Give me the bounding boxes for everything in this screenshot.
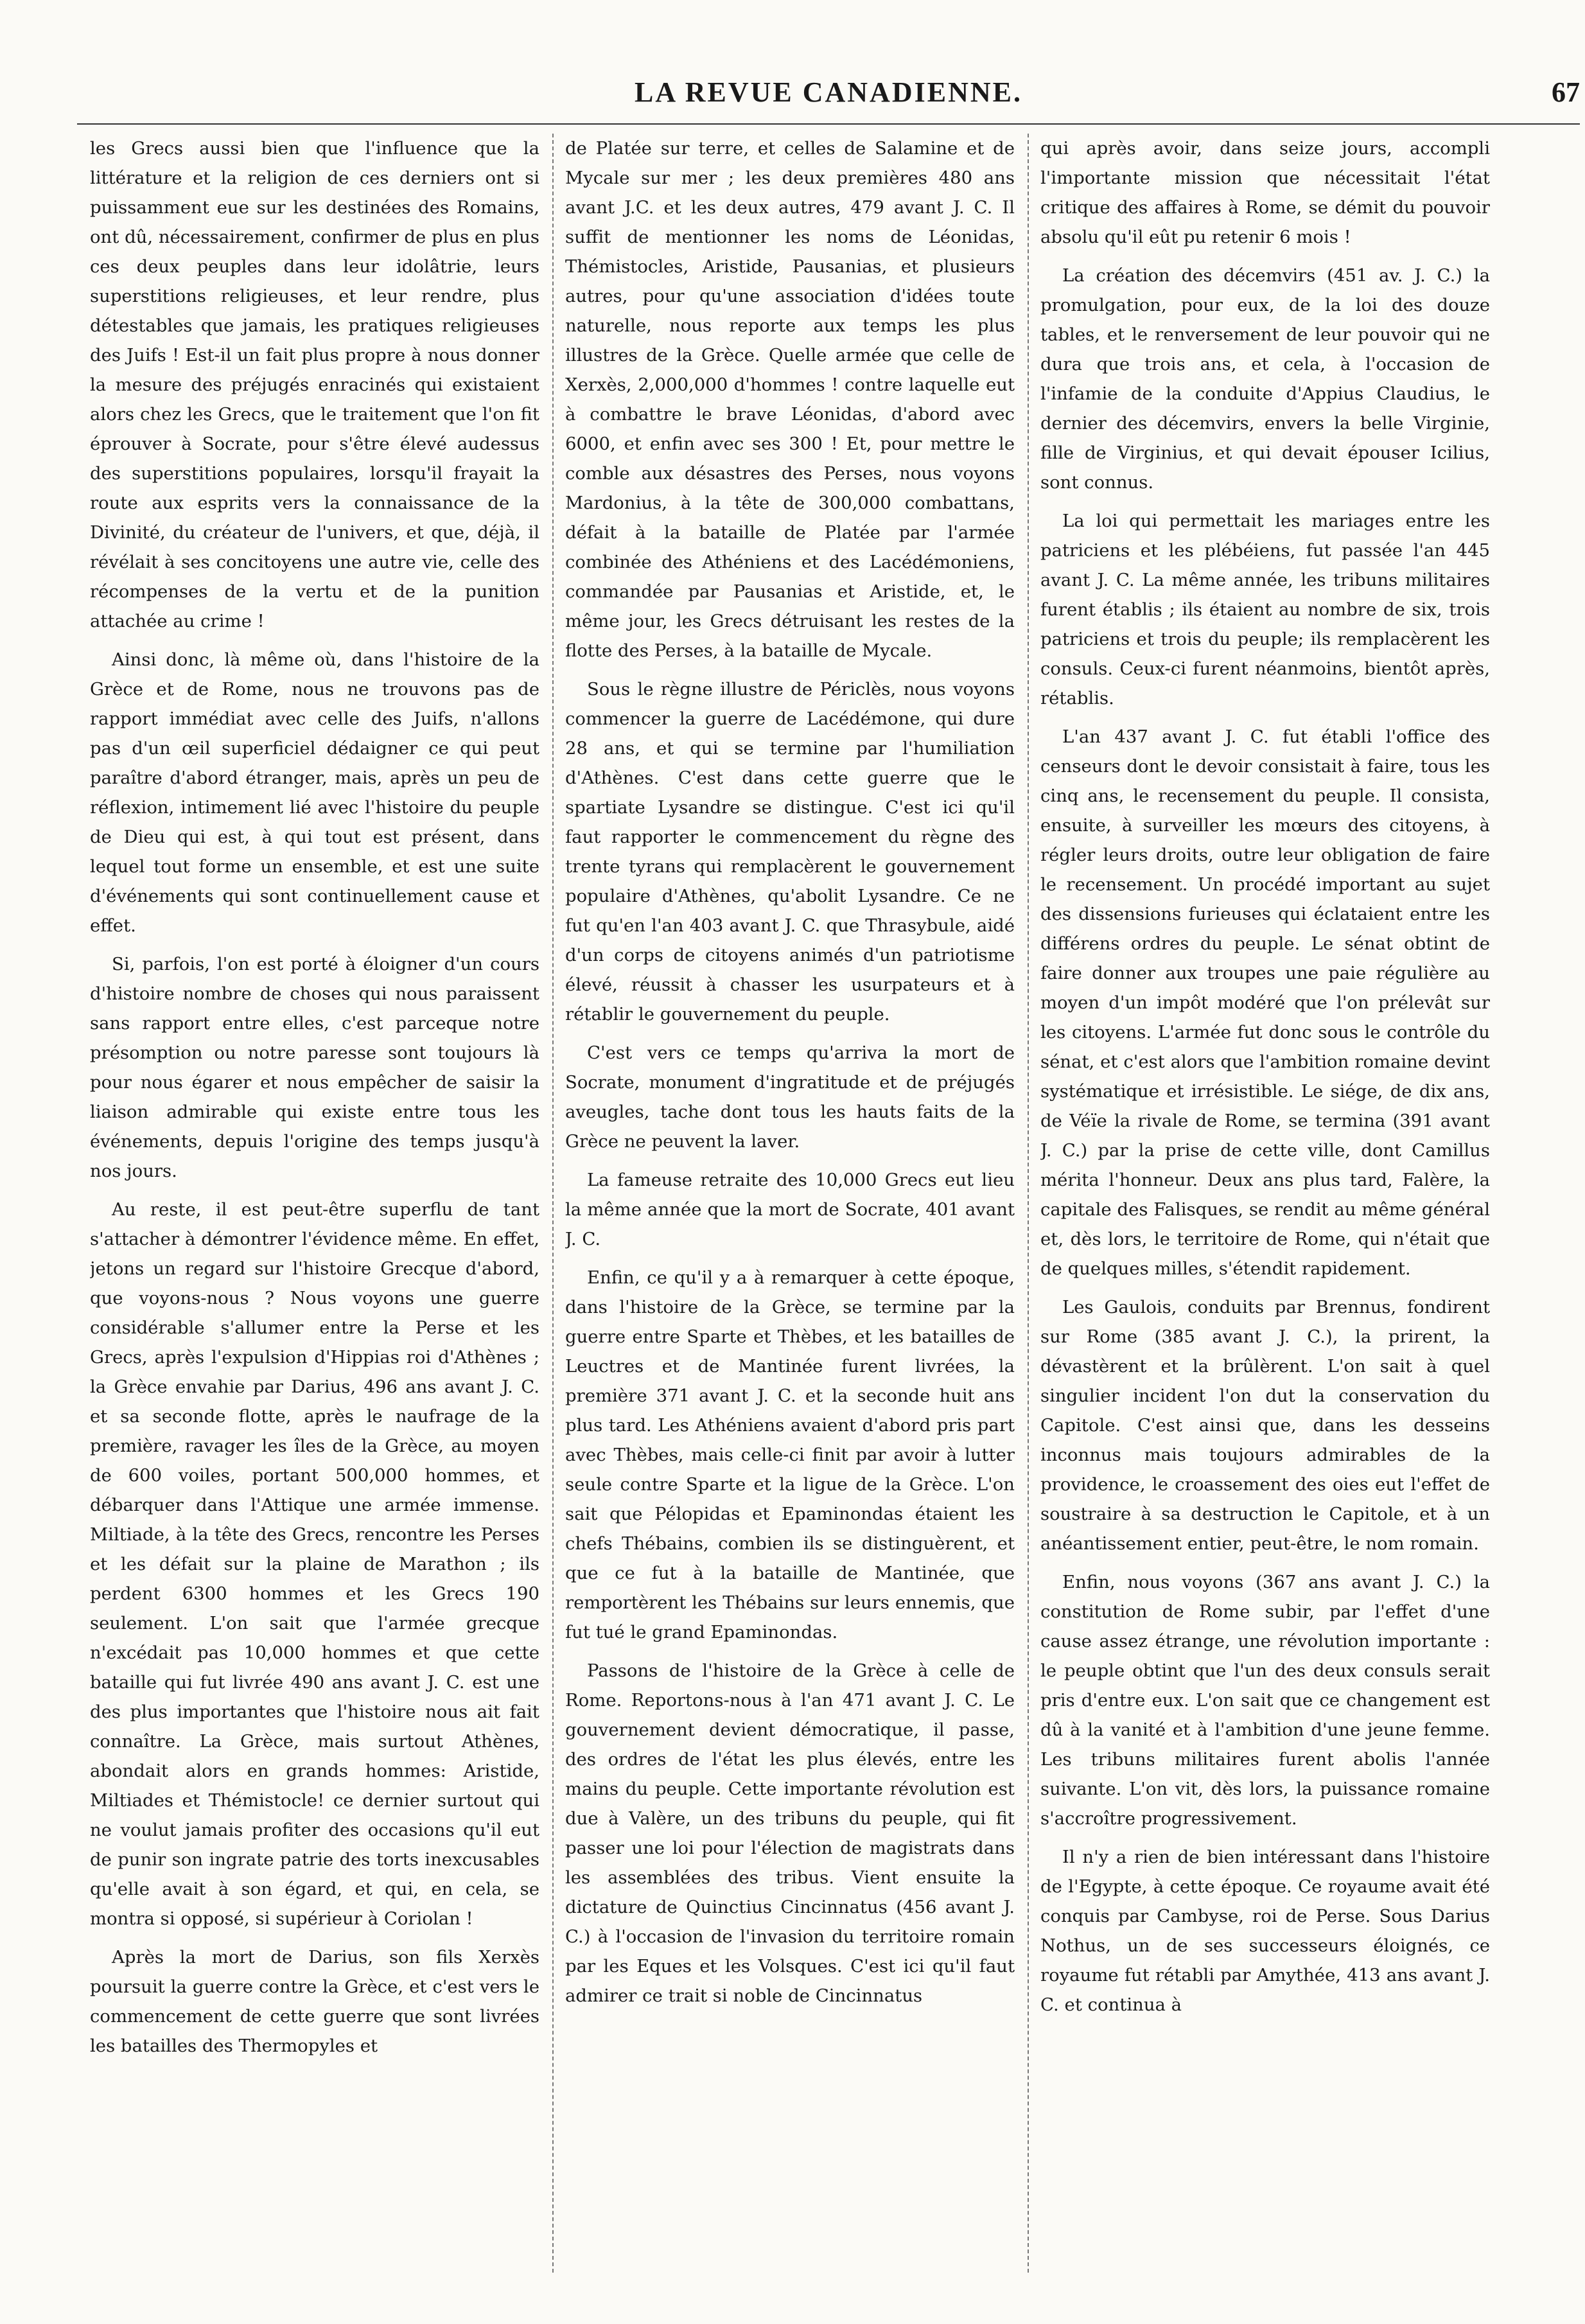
header-rule <box>77 123 1580 125</box>
column-1 <box>90 134 539 2273</box>
paragraph: Il n'y a rien de bien intéressant dans l'histoire de l'Egypte, à cette époque. Ce royaume avait été conquis par Cambyse, roi de Perse. Sous Darius Nothus, un de ses successeurs éloignés, ce royaume fut rétabli par Amythée, 413 ans avant J. C. et continua à <box>1040 1847 1490 2015</box>
paragraph: Enfin, nous voyons (367 ans avant J. C.) la constitution de Rome subir, par l'effet d'une cause assez étrange, une révolution importante : le peuple obtint que l'un des deux consuls serait pris d'entre eux. L'on sait que ce changement est dû à la vanité et à l'ambition d'une jeune femme. Les tribuns militaires furent abolis l'année suivante. L'on vit, dès lors, la puissance romaine s'accroître progressivement. <box>1040 1572 1490 1829</box>
paragraph: Sous le règne illustre de Périclès, nous voyons commencer la guerre de Lacédémone, qui dure 28 ans, et qui se termine par l'humiliation d'Athènes. C'est dans cette guerre que le spartiate Lysandre se distingue. C'est ici qu'il faut rapporter le commencement du règne des trente tyrans qui remplacèrent le gouvernement populaire d'Athènes, qu'abolit Lysandre. Ce ne fut qu'en l'an 403 avant J. C. que Thrasybule, aidé d'un corps de citoyens animés d'un patriotisme élevé, réussit à chasser les usurpateurs et à rétablir le gouvernement du peuple. <box>565 679 1015 1025</box>
paragraph: les Grecs aussi bien que l'influence que la littérature et la religion de ces derniers ont si puissamment eue sur les destinées des Romains, ont dû, nécessairement, confirmer de plus en plus ces deux peuples dans leur idolâtrie, leurs superstitions religieuses, et leur rendre, plus détestables que jamais, les pratiques religieuses des Juifs ! Est-il un fait plus propre à nous donner la mesure des préjugés enracinés qui existaient alors chez les Grecs, que le traitement que l'on fit éprouver à Socrate, pour s'être élevé audessus des superstitions populaires, lorsqu'il frayait la route aux esprits vers la connaissance de la Divinité, du créateur de l'univers, et que, déjà, il révélait à ses concitoyens une autre vie, celle des récompenses de la vertu et de la punition attachée au crime ! <box>90 138 539 631</box>
page-number: 67 <box>1552 76 1580 108</box>
paragraph: Ainsi donc, là même où, dans l'histoire de la Grèce et de Rome, nous ne trouvons pas de rapport immédiat avec celle des Juifs, n'allons pas d'un œil superficiel dédaigner ce qui peut paraître d'abord étranger, mais, après un peu de réflexion, intimement lié avec l'histoire du peuple de Dieu qui est, à qui tout est présent, dans lequel tout forme un ensemble, et est une suite d'événements qui sont continuellement cause et effet. <box>90 649 539 936</box>
paragraph: Au reste, il est peut-être superflu de tant s'attacher à démontrer l'évidence même. En effet, jetons un regard sur l'histoire Grecque d'abord, que voyons-nous ? Nous voyons une guerre considérable s'allumer entre la Perse et les Grecs, après l'expulsion d'Hippias roi d'Athènes ; la Grèce envahie par Darius, 496 ans avant J. C. et sa seconde flotte, après le naufrage de la première, ravager les îles de la Grèce, au moyen de 600 voiles, portant 500,000 hommes, et débarquer dans l'Attique une armée immense. Miltiade, à la tête des Grecs, rencontre les Perses et les défait sur la plaine de Marathon ; ils perdent 6300 hommes et les Grecs 190 seulement. L'on sait que l'armée grecque n'excédait pas 10,000 hommes et que cette bataille qui fut livrée 490 ans avant J. C. est une des plus importantes que l'histoire nous ait fait connaître. La Grèce, mais surtout Athènes, abondait alors en grands hommes: Aristide, Miltiades et Thémistocle! ce dernier surtout qui ne voulut jamais profiter des occasions qu'il eut de punir son ingrate patrie des torts inexcusables qu'elle avait à son égard, et qui, en cela, se montra si opposé, si supérieur à Coriolan ! <box>90 1199 539 1929</box>
running-title: LA REVUE CANADIENNE. <box>635 76 1022 108</box>
column-divider <box>1028 134 1029 2273</box>
paragraph: Après la mort de Darius, son fils Xerxès poursuit la guerre contre la Grèce, et c'est vers le commencement de cette guerre que sont livrées les batailles des Thermopyles et <box>90 1947 539 2056</box>
running-head <box>77 76 1580 121</box>
paragraph: C'est vers ce temps qu'arriva la mort de Socrate, monument d'ingratitude et de préjugés aveugles, tache dont tous les hauts faits de la Grèce ne peuvent la laver. <box>565 1043 1015 1152</box>
paragraph: Les Gaulois, conduits par Brennus, fondirent sur Rome (385 avant J. C.), la prirent, la dévastèrent et la brûlèrent. L'on sait à quel singulier incident l'on dut la conservation du Capitole. C'est ainsi que, dans les desseins inconnus mais toujours admirables de la providence, le croassement des oies eut l'effet de soustraire à sa destruction le Capitole, et à un anéantissement entier, peut-être, le nom romain. <box>1040 1297 1490 1554</box>
paragraph: La création des décemvirs (451 av. J. C.) la promulgation, pour eux, de la loi des douze tables, et le renversement de leur pouvoir qui ne dura que trois ans, et cela, à l'occasion de l'infamie de la conduite d'Appius Claudius, le dernier des décemvirs, envers la belle Virginie, fille de Virginius, et qui devait épouser Icilius, sont connus. <box>1040 265 1490 493</box>
paragraph: Si, parfois, l'on est porté à éloigner d'un cours d'histoire nombre de choses qui nous paraissent sans rapport entre elles, c'est parceque notre présomption ou notre paresse sont toujours là pour nous égarer et nous empêcher de saisir la liaison admirable qui existe entre tous les événements, depuis l'origine des temps jusqu'à nos jours. <box>90 954 539 1181</box>
paragraph: Enfin, ce qu'il y a à remarquer à cette époque, dans l'histoire de la Grèce, se termine par la guerre entre Sparte et Thèbes, et les batailles de Leuctres et de Mantinée furent livrées, la première 371 avant J. C. et la seconde huit ans plus tard. Les Athéniens avaient d'abord pris part avec Thèbes, mais celle-ci finit par avoir à lutter seule contre Sparte et la ligue de la Grèce. L'on sait que Pélopidas et Epaminondas étaient les chefs Thébains, combien ils se distinguèrent, et que ce fut à la bataille de Mantinée, que remportèrent les Thébains sur leurs ennemis, que fut tué le grand Epaminondas. <box>565 1267 1015 1642</box>
paragraph: L'an 437 avant J. C. fut établi l'office des censeurs dont le devoir consistait à faire, tous les cinq ans, le recensement du peuple. Il consista, ensuite, à surveiller les mœurs des citoyens, à régler leurs droits, outre leur obligation de faire le recensement. Un procédé important au sujet des dissensions furieuses qui éclataient entre les différens ordres du peuple. Le sénat obtint de faire donner aux troupes une paie régulière au moyen d'un impôt modéré que l'on prélevât sur les citoyens. L'armée fut donc sous le contrôle du sénat, et c'est alors que l'ambition romaine devint systématique et irrésistible. Le siége, de dix ans, de Véïe la rivale de Rome, se termina (391 avant J. C.) par la prise de cette ville, dont Camillus mérita l'honneur. Deux ans plus tard, Falère, la capitale des Falisques, se rendit au même général et, dès lors, le territoire de Rome, qui n'était que de quelques milles, s'étendit rapidement. <box>1040 726 1490 1279</box>
text-columns <box>90 134 1580 2273</box>
paragraph: qui après avoir, dans seize jours, accompli l'importante mission que nécessitait l'état critique des affaires à Rome, se démit du pouvoir absolu qu'il eût pu retenir 6 mois ! <box>1040 138 1490 247</box>
column-3 <box>1040 134 1490 2273</box>
column-2 <box>565 134 1015 2273</box>
paragraph: Passons de l'histoire de la Grèce à celle de Rome. Reportons-nous à l'an 471 avant J. C. Le gouvernement devient démocratique, il passe, des ordres de l'état les plus élevés, entre les mains du peuple. Cette importante révolution est due à Valère, un des tribuns du peuple, qui fit passer une loi pour l'élection de magistrats dans les assemblées des tribus. Vient ensuite la dictature de Quinctius Cincinnatus (456 avant J. C.) à l'occasion de l'invasion du territoire romain par les Eques et les Volsques. C'est ici qu'il faut admirer ce trait si noble de Cincinnatus <box>565 1660 1015 2006</box>
paragraph: La fameuse retraite des 10,000 Grecs eut lieu la même année que la mort de Socrate, 401 avant J. C. <box>565 1170 1015 1249</box>
column-divider <box>552 134 554 2273</box>
paragraph: de Platée sur terre, et celles de Salamine et de Mycale sur mer ; les deux premières 480 ans avant J.C. et les deux autres, 479 avant J. C. Il suffit de mentionner les noms de Léonidas, Thémistocles, Aristide, Pausanias, et plusieurs autres, pour qu'une association d'idées toute naturelle, nous reporte aux temps les plus illustres de la Grèce. Quelle armée que celle de Xerxès, 2,000,000 d'hommes ! contre laquelle eut à combattre le brave Léonidas, d'abord avec 6000, et enfin avec ses 300 ! Et, pour mettre le comble aux désastres des Perses, nous voyons Mardonius, à la tête de 300,000 combattans, défait à la bataille de Platée par l'armée combinée des Athéniens et des Lacédémoniens, commandée par Pausanias et Aristide, et, le même jour, les Grecs détruisant les restes de la flotte des Perses, à la bataille de Mycale. <box>565 138 1015 661</box>
paragraph: La loi qui permettait les mariages entre les patriciens et les plébéiens, fut passée l'an 445 avant J. C. La même année, les tribuns militaires furent établis ; ils étaient au nombre de six, trois patriciens et trois du peuple; ils remplacèrent les consuls. Ceux-ci furent néanmoins, bientôt après, rétablis. <box>1040 511 1490 709</box>
